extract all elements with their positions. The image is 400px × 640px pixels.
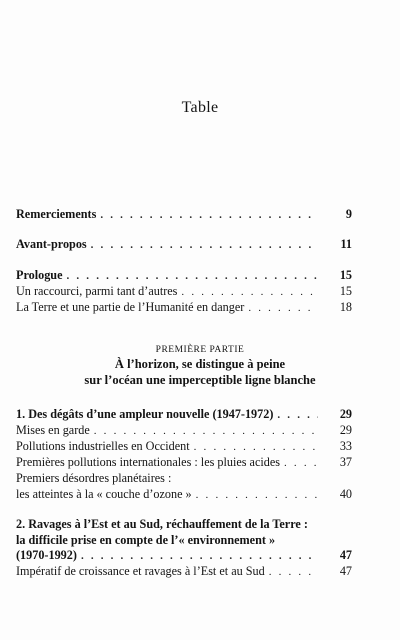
part-label: PREMIÈRE PARTIE bbox=[155, 345, 245, 355]
toc-entry-pollutions-occident[interactable] bbox=[16, 438, 352, 454]
toc-entry-label: Pollutions industrielles en Occident bbox=[16, 439, 190, 453]
toc-chapter-title: 1. Des dégâts d’une ampleur nouvelle (1947-1972) bbox=[16, 407, 274, 421]
part-one-heading bbox=[0, 344, 400, 388]
toc-entry-pluies-acides[interactable] bbox=[16, 454, 352, 470]
part-title-line1: À l’horizon, se distingue à peine bbox=[114, 357, 286, 371]
toc-chapter-1[interactable] bbox=[16, 406, 352, 422]
leader-dots bbox=[277, 407, 318, 423]
toc-chapter-2-line1[interactable]: 2. Ravages à l’Est et au Sud, réchauffement de la Terre : bbox=[16, 517, 308, 531]
toc-entry-raccourci[interactable] bbox=[16, 283, 352, 299]
toc-page-number: 11 bbox=[340, 237, 352, 251]
toc-page-number: 29 bbox=[339, 423, 352, 437]
toc-page-number: 15 bbox=[339, 284, 352, 298]
toc-chapter-2[interactable] bbox=[16, 547, 352, 563]
leader-dots bbox=[181, 284, 318, 300]
toc-entry-remerciements[interactable] bbox=[16, 206, 352, 222]
leader-dots bbox=[100, 207, 318, 223]
toc-entry-label: Prologue bbox=[16, 268, 63, 282]
leader-dots bbox=[284, 455, 318, 471]
toc-entry-avant-propos[interactable] bbox=[16, 236, 352, 252]
toc-entry-label: Impératif de croissance et ravages à l’Est et au Sud bbox=[16, 564, 265, 578]
toc-page-number: 29 bbox=[339, 407, 352, 421]
toc-entry-desordres-line1: Premiers désordres planétaires : bbox=[16, 471, 172, 485]
toc-page-number: 47 bbox=[339, 548, 352, 562]
toc-entry-label: La Terre et une partie de l’Humanité en danger bbox=[16, 300, 245, 314]
toc-chapter-title: (1970-1992) bbox=[16, 548, 77, 562]
toc-page-number: 33 bbox=[339, 439, 352, 453]
leader-dots bbox=[67, 268, 319, 284]
leader-dots bbox=[81, 548, 318, 564]
toc-entry-prologue[interactable] bbox=[16, 267, 352, 283]
leader-dots bbox=[94, 423, 318, 439]
leader-dots bbox=[269, 564, 318, 580]
toc-entry-imperatif-croissance[interactable] bbox=[16, 563, 352, 579]
toc-page-number: 37 bbox=[339, 455, 352, 469]
toc-page-number: 18 bbox=[339, 300, 352, 314]
toc-entry-label: Premières pollutions internationales : les pluies acides bbox=[16, 455, 281, 469]
toc-entry-label: les atteintes à la « couche d’ozone » bbox=[16, 487, 192, 501]
toc-page-number: 9 bbox=[345, 207, 352, 221]
toc-chapter-2-line2[interactable]: la difficile prise en compte de l’« environnement » bbox=[16, 533, 276, 547]
leader-dots bbox=[194, 439, 318, 455]
toc-entry-couche-ozone[interactable] bbox=[16, 486, 352, 502]
part-title-line2: sur l’océan une imperceptible ligne blanche bbox=[84, 373, 316, 387]
leader-dots bbox=[248, 300, 318, 316]
toc-entry-label: Remerciements bbox=[16, 207, 97, 221]
page-title: Table bbox=[181, 99, 219, 116]
leader-dots bbox=[196, 487, 318, 503]
toc-page-number: 47 bbox=[339, 564, 352, 578]
toc-page-number: 15 bbox=[339, 268, 352, 282]
toc-entry-label: Avant-propos bbox=[16, 237, 87, 251]
toc-entry-label: Un raccourci, parmi tant d’autres bbox=[16, 284, 178, 298]
toc-page-number: 40 bbox=[339, 487, 352, 501]
leader-dots bbox=[91, 237, 318, 253]
toc-entry-terre-danger[interactable] bbox=[16, 299, 352, 315]
toc-entry-mises-en-garde[interactable] bbox=[16, 422, 352, 438]
toc-entry-label: Mises en garde bbox=[16, 423, 90, 437]
